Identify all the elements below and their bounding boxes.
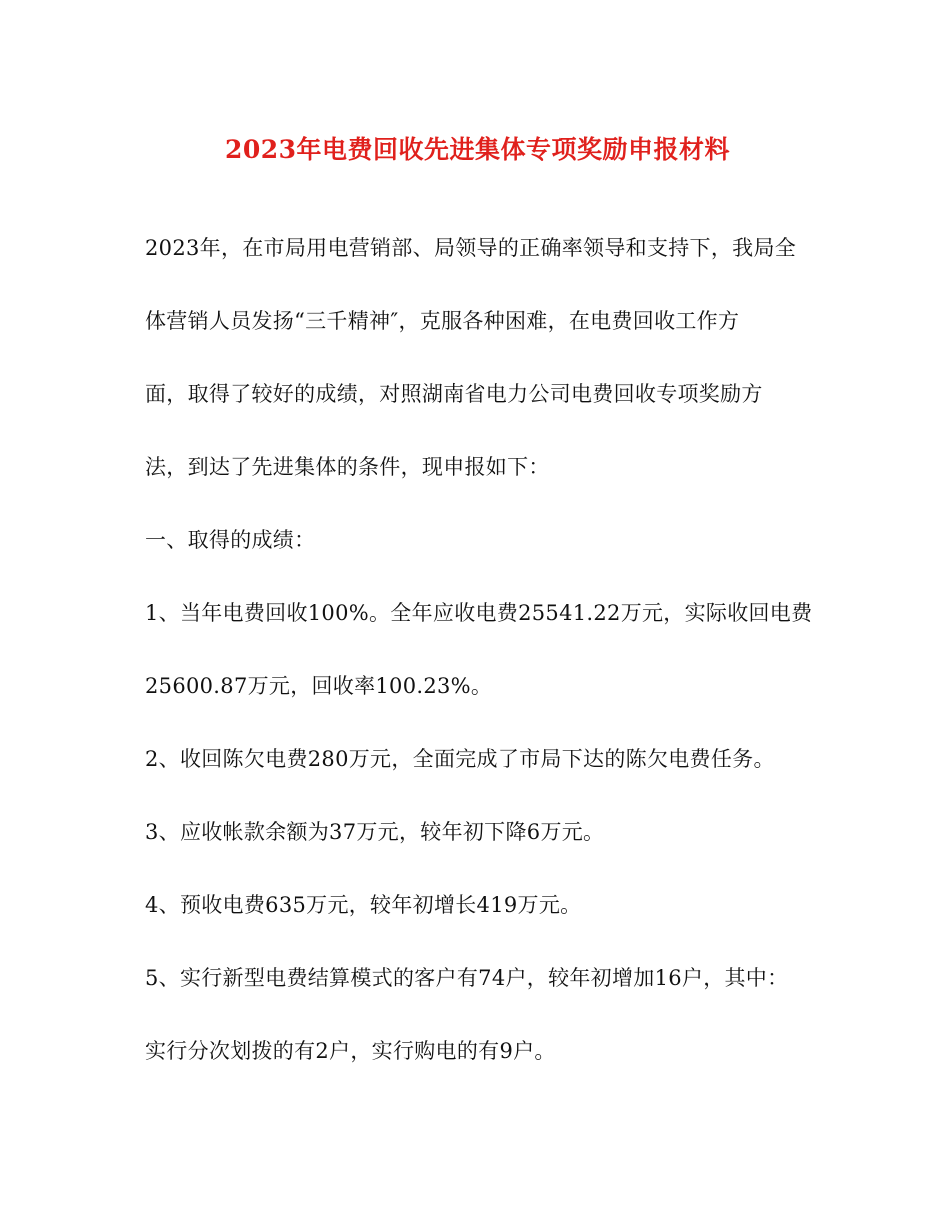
document-title: 2023年电费回收先进集体专项奖励申报材料 <box>224 135 731 164</box>
list-item-1-line-1: 1、当年电费回收100%。全年应收电费25541.22万元，实际收回电费 <box>145 601 813 625</box>
paragraph-line-1: 2023年，在市局用电营销部、局领导的正确率领导和支持下，我局全 <box>145 236 797 260</box>
list-item-5-line-1: 5、实行新型电费结算模式的客户有74户，较年初增加16户，其中： <box>145 966 789 990</box>
list-item-3: 3、应收帐款余额为37万元，较年初下降6万元。 <box>145 820 605 844</box>
paragraph-line-3: 面，取得了较好的成绩，对照湖南省电力公司电费回收专项奖励方 <box>145 382 763 406</box>
list-item-4: 4、预收电费635万元，较年初增长419万元。 <box>145 893 582 917</box>
paragraph-line-2: 体营销人员发扬“三千精神″，克服各种困难，在电费回收工作方 <box>145 309 740 333</box>
section-heading-achievements: 一、取得的成绩： <box>145 528 316 552</box>
paragraph-line-4: 法，到达了先进集体的条件，现申报如下： <box>145 455 550 479</box>
list-item-5-line-2: 实行分次划拨的有2户，实行购电的有9户。 <box>145 1039 556 1063</box>
list-item-1-line-2: 25600.87万元，回收率100.23%。 <box>145 674 493 698</box>
document-body <box>145 212 813 1088</box>
list-item-2: 2、收回陈欠电费280万元，全面完成了市局下达的陈欠电费任务。 <box>145 747 775 771</box>
